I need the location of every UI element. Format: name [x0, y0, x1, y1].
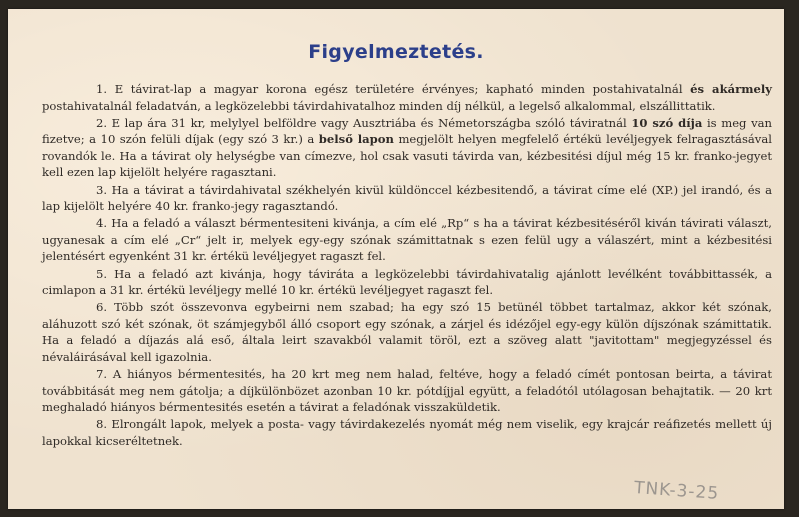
paragraph-text: 8. Elrongált lapok, melyek a posta- vagy távirdakezelés nyomát még nem viselik, egy krajcár reáfizetés mellett új lapokkal kicseréltetnek.	[42, 417, 772, 448]
paragraph-text: 5. Ha a feladó azt kivánja, hogy táviráta a legközelebbi távirdahivatalig ajánlott levélként továbbittassék, a cimlapon a 31 kr. értékü levéljegy mellé 10 kr. értékü levéljegyet ragaszt fel.	[42, 266, 772, 298]
paragraph-bold: 10 szó díja	[631, 115, 703, 130]
paragraph-bold: és akármely	[690, 82, 773, 96]
notice-paragraph-4	[42, 215, 772, 265]
notice-paragraph-5	[42, 266, 772, 299]
paragraph-bold: belső lapon	[318, 132, 394, 147]
notice-paragraph-1	[42, 81, 772, 114]
paragraph-text: 6. Több szót összevonva egybeirni nem szabad; ha egy szó 15 betünél többet tartalmaz, akkor két szónak, aláhuzott szó két szónak, öt számjegyből álló csoport egy szónak, a zárjel és idézőjel egy-egy külön díjszónak számittatik. Ha a feladó a díjazás alá eső, általa leirt szavakból valamit töröl, ezt a szöveg alatt "javitottam" megjegyzéssel és névaláirásával kell igazolnia.	[42, 300, 772, 364]
notice-paragraph-3	[42, 182, 772, 215]
paragraph-text: 3. Ha a távirat a távirdahivatal székhelyén kivül küldönccel kézbesitendő, a távirat címe elé (XP.) jel irandó, és a lap kijelölt helyére 40 kr. franko-jegy ragasztandó.	[42, 182, 772, 214]
paragraph-text: 4. Ha a feladó a választ bérmentesiteni kivánja, a cím elé „Rp“ s ha a távirat kézbesitéséről kiván távirati választ, ugyanesak a cím elé „Cr“ jelt ir, melyek egy-egy szónak számittatnak s ezen felül ugy a válaszért, mint a kézbesitési jelentésért egyenként 31 kr. értékü levéljegyet ragaszt fel.	[42, 216, 772, 264]
paragraph-text: 1. E távirat-lap a magyar korona egész területére érvényes; kapható minden postahivatalnál	[96, 82, 691, 96]
notice-paragraph-7	[42, 366, 772, 416]
telegram-card-back	[8, 9, 784, 509]
paragraph-text: is meg van fizetve; a 10 szón felüli díjak (egy szó 3 kr.) a	[42, 115, 772, 147]
paragraph-text: 7. A hiányos bérmentesités, ha 20 krt meg nem halad, feltéve, hogy a feladó címét pontosan beirta, a távirat továbbitását meg nem gátolja; a díjkülönbözet azonban 10 kr. pótdíjjal együtt, a feladótól utólagosan behajtatik. — 20 krt meghaladó hiányos bérmentesités esetén a távirat a feladónak visszaküldetik.	[42, 367, 772, 415]
notice-paragraph-6	[42, 299, 772, 365]
pencil-inventory-note: TNK-3-25	[633, 478, 720, 504]
paragraph-text: megjelölt helyen megfelelő értékü levéljegyek felragasztásával rovandók le. Ha a távirat oly helységbe van címezve, hol csak vasuti távirda van, kézbesitési díjul még 15 kr. franko-jegyet kell ezen lap kijelölt helyére ragasztani.	[42, 132, 772, 180]
notice-paragraph-2	[42, 115, 772, 181]
notice-paragraph-8	[42, 416, 772, 449]
notice-body	[42, 81, 772, 450]
paragraph-text: postahivatalnál feladatván, a legközelebbi távirdahivatalhoz minden díj nélkül, a legelső alkalommal, elszállittatik.	[42, 98, 716, 113]
notice-title: Figyelmeztetés.	[308, 41, 484, 63]
paragraph-text: 2. E lap ára 31 kr, melylyel belföldre vagy Ausztriába és Németországba szóló táviratnál	[96, 115, 632, 130]
